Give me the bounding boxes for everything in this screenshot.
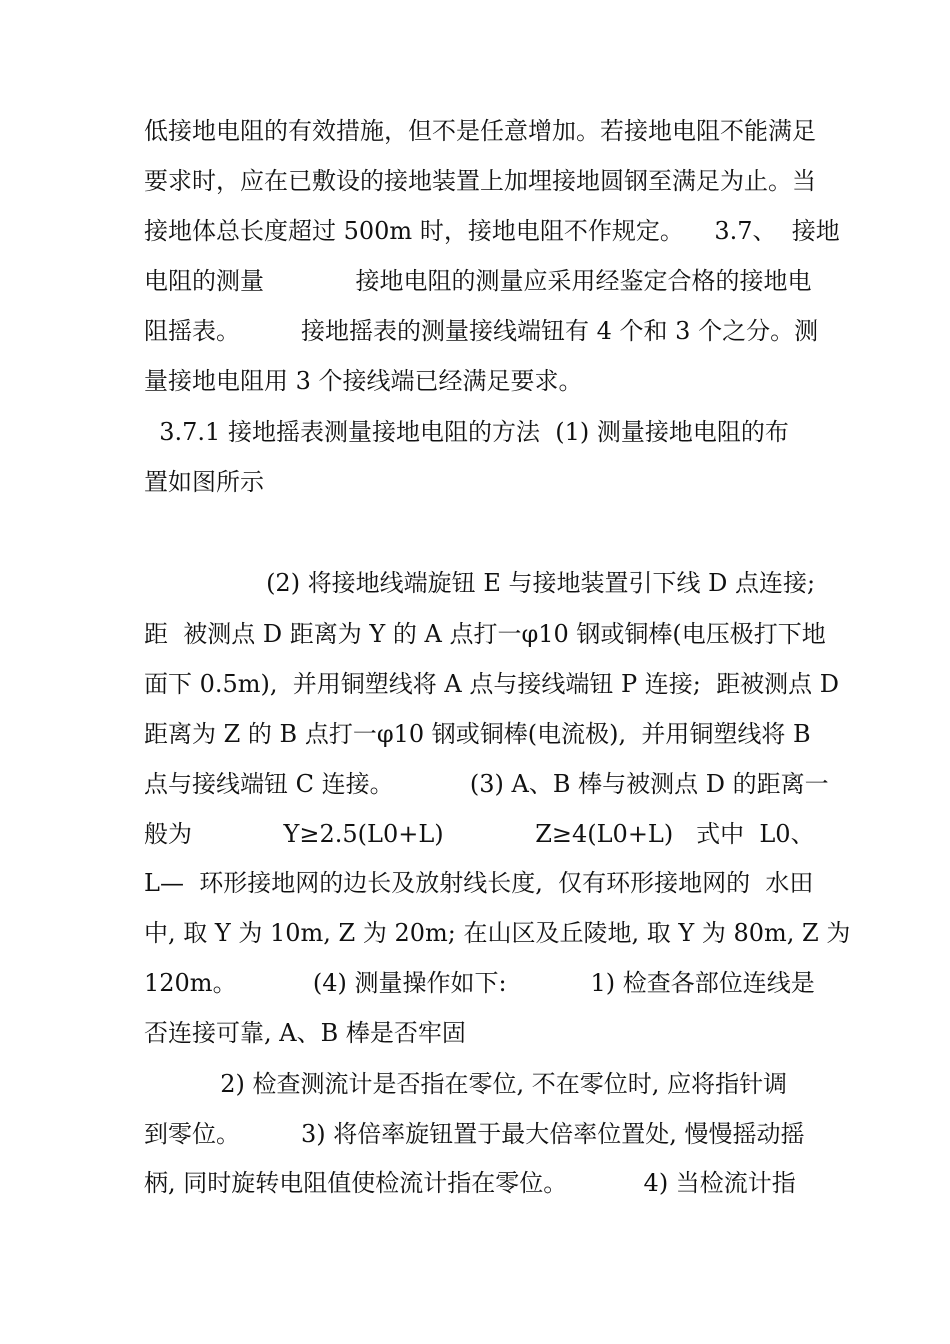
text-line-13: 点与接线端钮 C 连接。 (3) A、B 棒与被测点 D 的距离一	[144, 770, 829, 798]
text-line-15: L— 环形接地网的边长及放射线长度, 仅有环形接地网的 水田	[144, 869, 814, 897]
text-line-11: 面下 0.5m), 并用铜塑线将 A 点与接线端钮 P 连接; 距被测点 D	[144, 670, 840, 698]
text-line-4: 电阻的测量 接地电阻的测量应采用经鉴定合格的接地电	[144, 267, 812, 295]
text-line-12: 距离为 Z 的 B 点打一φ10 钢或铜棒(电流极), 并用铜塑线将 B	[144, 720, 811, 748]
text-line-18: 否连接可靠, A、B 棒是否牢固	[144, 1019, 466, 1047]
text-line-20: 到零位。 3) 将倍率旋钮置于最大倍率位置处, 慢慢摇动摇	[144, 1120, 805, 1148]
text-line-10: 距 被测点 D 距离为 Y 的 A 点打一φ10 钢或铜棒(电压极打下地	[144, 620, 826, 648]
text-line-5: 阻摇表。 接地摇表的测量接线端钮有 4 个和 3 个之分。测	[144, 317, 819, 345]
text-line-19: 2) 检查测流计是否指在零位, 不在零位时, 应将指针调	[144, 1070, 788, 1098]
text-line-1: 低接地电阻的有效措施，但不是任意增加。若接地电阻不能满足	[144, 117, 816, 145]
text-line-6: 量接地电阻用 3 个接线端已经满足要求。	[144, 367, 583, 395]
text-line-16: 中, 取 Y 为 10m, Z 为 20m; 在山区及丘陵地, 取 Y 为 80m, Z 为	[144, 919, 851, 947]
text-line-2: 要求时，应在已敷设的接地装置上加埋接地圆钢至满足为止。当	[144, 167, 816, 195]
text-line-9: (2) 将接地线端旋钮 E 与接地装置引下线 D 点连接;	[144, 569, 816, 597]
text-line-21: 柄, 同时旋转电阻值使检流计指在零位。 4) 当检流计指	[144, 1169, 796, 1197]
text-line-8: 置如图所示	[144, 468, 264, 496]
text-line-7: 3.7.1 接地摇表测量接地电阻的方法 (1) 测量接地电阻的布	[144, 418, 789, 446]
text-line-3: 接地体总长度超过 500m 时，接地电阻不作规定。 3.7、 接地	[144, 217, 840, 245]
text-line-14: 般为 Y≥2.5(L0+L) Z≥4(L0+L) 式中 L0、	[144, 820, 815, 848]
text-line-17: 120m。 (4) 测量操作如下: 1) 检查各部位连线是	[144, 969, 815, 997]
